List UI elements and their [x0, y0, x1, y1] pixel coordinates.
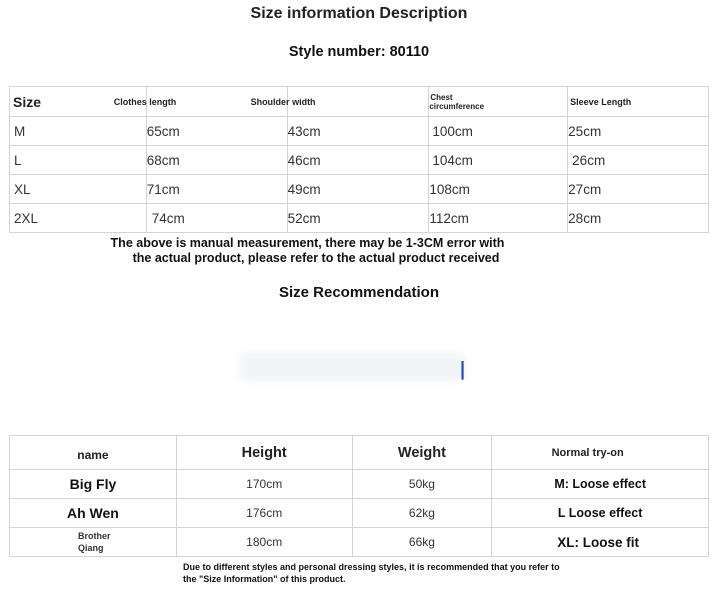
- cell-name: Brother Qiang: [10, 528, 177, 557]
- cell-weight: 62kg: [352, 499, 492, 528]
- cell-chest: 112cm: [429, 204, 568, 233]
- blurred-mark-icon: ❘: [455, 359, 471, 379]
- size-table-header: [10, 87, 709, 117]
- cell-size: M: [10, 117, 147, 146]
- cell-fit: M: Loose effect: [492, 470, 709, 499]
- recommendation-title: Size Recommendation: [278, 284, 440, 301]
- cell-fit: L Loose effect: [492, 499, 709, 528]
- header-sleeve-length: Sleeve Length: [568, 87, 709, 117]
- header-name: name: [10, 436, 177, 470]
- cell-fit: XL: Loose fit: [492, 528, 709, 557]
- blurred-image: [240, 353, 465, 381]
- cell-weight: 66kg: [352, 528, 492, 557]
- header-size: Size: [10, 87, 147, 117]
- recommendation-header: [10, 436, 709, 470]
- cell-shoulder: 49cm: [287, 175, 429, 204]
- size-table: [9, 86, 709, 233]
- cell-sleeve: 28cm: [568, 204, 709, 233]
- cell-shoulder: 46cm: [287, 146, 429, 175]
- cell-sleeve: 27cm: [568, 175, 709, 204]
- cell-height: 180cm: [176, 528, 352, 557]
- header-normal-try-on: Normal try-on: [492, 436, 709, 470]
- table-row: [10, 470, 709, 499]
- cell-chest: 104cm: [429, 146, 568, 175]
- table-row: [10, 204, 709, 233]
- cell-height: 170cm: [176, 470, 352, 499]
- footer-note: Due to different styles and personal dressing styles, it is recommended that you refer to the "Size Information" of this product.: [183, 562, 560, 584]
- cell-shoulder: 52cm: [287, 204, 429, 233]
- measurement-note: The above is manual measurement, there may be 1-3CM error with the actual product, please refer to the actual product received: [110, 236, 505, 265]
- page-title: Size information Description: [250, 5, 468, 22]
- cell-height: 176cm: [176, 499, 352, 528]
- table-row: [10, 528, 709, 557]
- cell-size: XL: [10, 175, 147, 204]
- header-weight: Weight: [352, 436, 492, 470]
- cell-name: Big Fly: [10, 470, 177, 499]
- cell-sleeve: 26cm: [568, 146, 709, 175]
- cell-shoulder: 43cm: [287, 117, 429, 146]
- header-chest-circumference: Chest circumference: [429, 87, 568, 117]
- cell-size: 2XL: [10, 204, 147, 233]
- table-row: [10, 499, 709, 528]
- cell-size: L: [10, 146, 147, 175]
- header-shoulder-width: Shoulder width: [287, 87, 429, 117]
- cell-length: 65cm: [146, 117, 287, 146]
- recommendation-table: [9, 435, 709, 557]
- cell-sleeve: 25cm: [568, 117, 709, 146]
- table-row: [10, 117, 709, 146]
- style-number: Style number: 80110: [288, 44, 430, 60]
- cell-weight: 50kg: [352, 470, 492, 499]
- cell-chest: 100cm: [429, 117, 568, 146]
- header-height: Height: [176, 436, 352, 470]
- header-clothes-length: Clothes length: [146, 87, 287, 117]
- table-row: [10, 175, 709, 204]
- cell-chest: 108cm: [429, 175, 568, 204]
- cell-name: Ah Wen: [10, 499, 177, 528]
- cell-length: 74cm: [146, 204, 287, 233]
- table-row: [10, 146, 709, 175]
- cell-length: 68cm: [146, 146, 287, 175]
- cell-length: 71cm: [146, 175, 287, 204]
